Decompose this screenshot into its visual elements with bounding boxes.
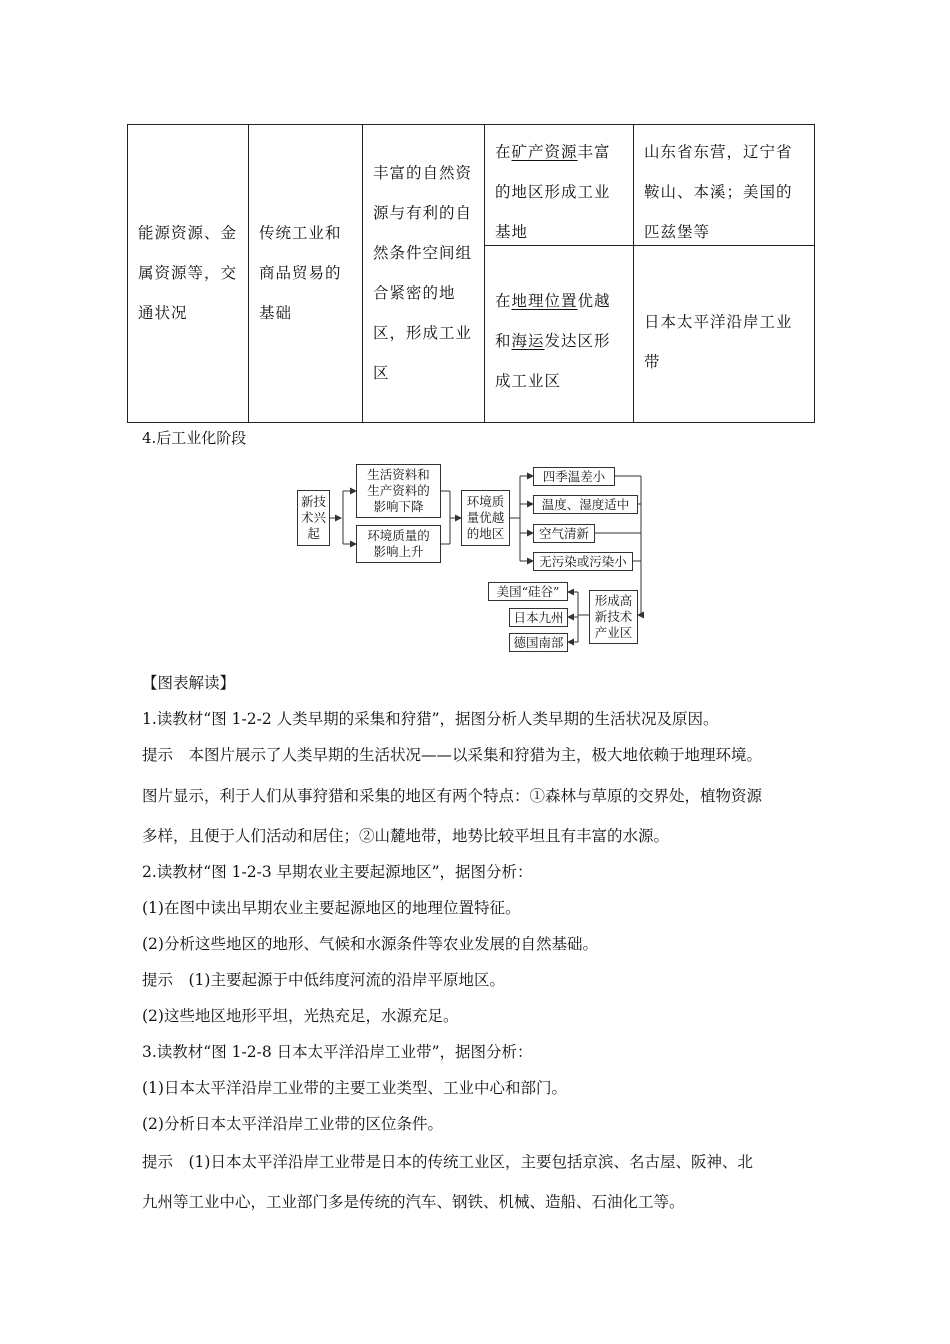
q1-hint-line-1: 提示 本图片展示了人类早期的生活状况——以采集和狩猎为主，极大地依赖于地理环境。 <box>142 746 763 764</box>
node-env-influence-up: 环境质量的 影响上升 <box>356 525 441 563</box>
q1-title: 1.读教材“图 1-2-2 人类早期的采集和狩猎”，据图分析人类早期的生活状况及原因。 <box>142 710 719 728</box>
table-cell-text: 传统工业和商品贸易的基础 <box>259 224 342 322</box>
table-cell-resources <box>128 124 248 422</box>
node-condition-4: 无污染或污染小 <box>533 552 633 571</box>
node-good-environment-area: 环境质 量优越 的地区 <box>461 490 510 546</box>
table-cell-text: 丰富的自然资源与有利的自然条件空间组合紧密的地区，形成工业区 <box>373 164 473 382</box>
table-cell-condition-2 <box>485 281 633 421</box>
table-border-bottom <box>127 422 815 423</box>
text: 丰富的地区形成工业基地 <box>495 143 611 241</box>
text: 发达区形成工业区 <box>495 332 611 390</box>
table-cell-text: 能源资源、金属资源等，交通状况 <box>138 224 238 322</box>
node-condition-3: 空气清新 <box>533 524 595 543</box>
node-example-silicon-valley: 美国“硅谷” <box>488 582 568 601</box>
section-header: 【图表解读】 <box>142 674 236 692</box>
underlined-text: 海运 <box>511 332 545 350</box>
node-example-kyushu: 日本九州 <box>509 608 568 627</box>
table-cell-formation <box>363 124 484 422</box>
q3-answer-line-2: 九州等工业中心，工业部门多是传统的汽车、钢铁、机械、造船、石油化工等。 <box>142 1193 685 1211</box>
q2-answer-1: 提示 (1)主要起源于中低纬度河流的沿岸平原地区。 <box>142 971 505 989</box>
table-cell-example-2 <box>634 302 814 414</box>
q3-title: 3.读教材“图 1-2-8 日本太平洋沿岸工业带”，据图分析： <box>142 1043 533 1061</box>
table-border-right <box>814 124 815 423</box>
q1-hint-line-3: 多样，且便于人们活动和居住；②山麓地带，地势比较平坦且有丰富的水源。 <box>142 827 670 845</box>
text: 在 <box>495 143 512 161</box>
q3-part-2: (2)分析日本太平洋沿岸工业带的区位条件。 <box>142 1115 443 1133</box>
node-hitech-zone: 形成高 新技术 产业区 <box>589 590 638 644</box>
node-condition-1: 四季温差小 <box>533 467 615 486</box>
q2-part-2: (2)分析这些地区的地形、气候和水源条件等农业发展的自然基础。 <box>142 935 598 953</box>
q3-answer-line-1: 提示 (1)日本太平洋沿岸工业带是日本的传统工业区，主要包括京滨、名古屋、阪神、北 <box>142 1153 753 1171</box>
q1-hint-line-2: 图片显示，利于人们从事狩猎和采集的地区有两个特点：①森林与草原的交界处，植物资源 <box>142 787 763 805</box>
text: 日本太平洋沿岸工业带 <box>644 313 793 371</box>
q3-part-1: (1)日本太平洋沿岸工业带的主要工业类型、工业中心和部门。 <box>142 1079 567 1097</box>
post-industrial-flowchart <box>293 458 653 658</box>
node-cost-influence-down: 生活资料和 生产资料的 影响下降 <box>356 464 441 518</box>
q2-answer-2: (2)这些地区地形平坦，光热充足，水源充足。 <box>142 1007 459 1025</box>
node-new-technology: 新技 术兴 起 <box>297 490 330 546</box>
node-condition-2: 温度、湿度适中 <box>533 495 638 514</box>
table-cell-condition-1 <box>485 132 633 244</box>
text: 在 <box>495 292 512 310</box>
node-example-south-germany: 德国南部 <box>509 633 568 652</box>
table-cell-basis <box>249 124 362 422</box>
table-cell-example-1 <box>634 132 814 244</box>
section-4-title: 4.后工业化阶段 <box>142 429 247 447</box>
text: 山东省东营，辽宁省鞍山、本溪；美国的匹兹堡等 <box>644 143 793 241</box>
q2-part-1: (1)在图中读出早期农业主要起源地区的地理位置特征。 <box>142 899 521 917</box>
underlined-text: 地理位置 <box>511 292 578 310</box>
industry-table <box>127 124 815 423</box>
q2-title: 2.读教材“图 1-2-3 早期农业主要起源地区”，据图分析： <box>142 863 533 881</box>
underlined-text: 矿产资源 <box>511 143 578 161</box>
text: 优越和 <box>495 292 611 350</box>
